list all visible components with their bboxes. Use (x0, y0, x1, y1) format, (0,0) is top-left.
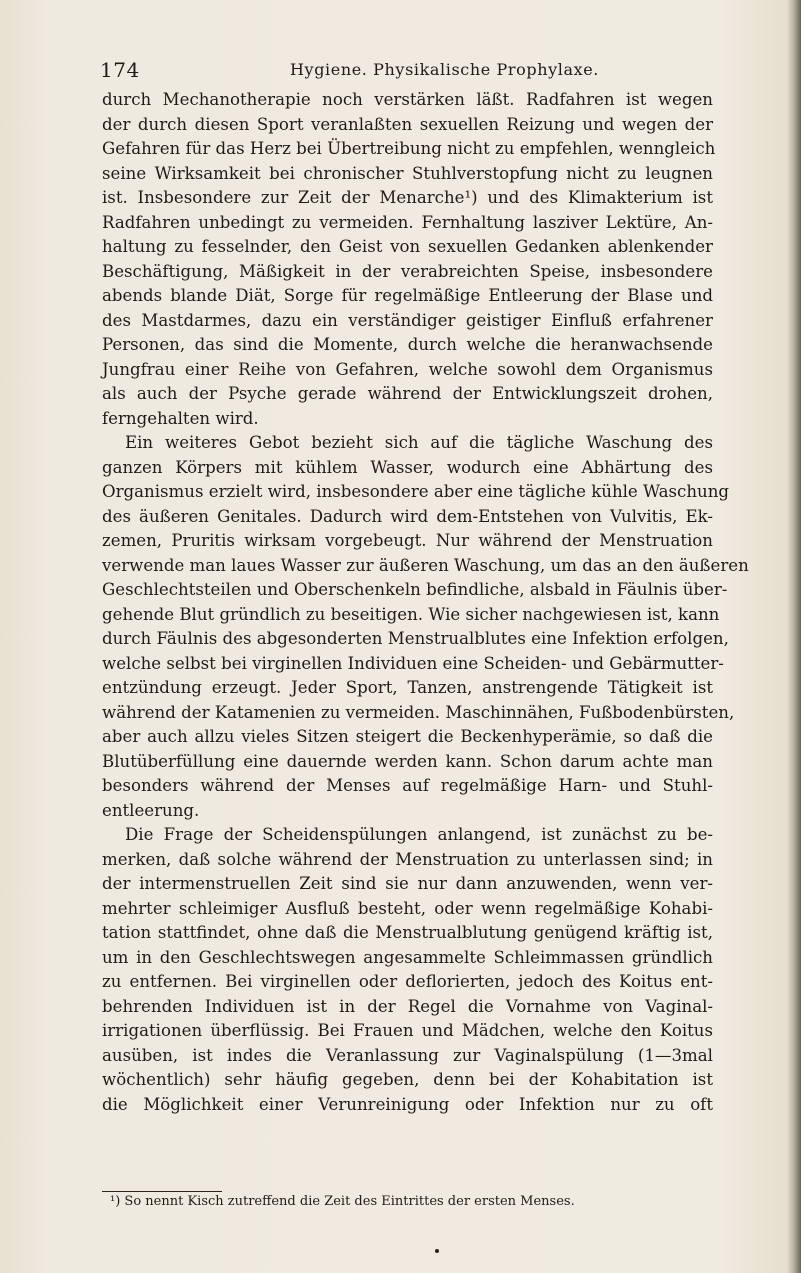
text-line: merken, daß solche während der Menstruation zu unterlassen sind; in (102, 849, 713, 869)
text-line: Ein weiteres Gebot bezieht sich auf die tägliche Waschung des (125, 433, 713, 452)
text-line: Organismus erzielt wird, insbesondere aber eine tägliche kühle Waschung (102, 482, 730, 501)
text-line: der intermenstruellen Zeit sind sie nur dann anzuwenden, wenn ver- (102, 874, 713, 893)
text-line: Jungfrau einer Reihe von Gefahren, welche sowohl dem Organismus (102, 359, 713, 379)
text-line: um in den Geschlechtswegen angesammelte Schleimmassen gründlich (102, 947, 713, 967)
text-line: tation stattfindet, ohne daß die Menstrualblutung genügend kräftig ist, (102, 923, 713, 942)
page-header (100, 58, 710, 82)
text-line: des Mastdarmes, dazu ein verständiger geistiger Einfluß erfahrener (102, 310, 713, 330)
text-line: Die Frage der Scheidenspülungen anlangend, ist zunächst zu be- (125, 825, 713, 844)
text-line: ist. Insbesondere zur Zeit der Menarche¹) und des Klimakterium ist (102, 188, 713, 207)
text-line: ferngehalten wird. (102, 408, 259, 428)
text-line: entleerung. (102, 800, 200, 820)
text-line: Beschäftigung, Mäßigkeit in der verabreichten Speise, insbesondere (102, 261, 713, 281)
text-line: zemen, Pruritis wirksam vorgebeugt. Nur während der Menstruation (102, 531, 713, 550)
text-line: wöchentlich) sehr häufig gegeben, denn bei der Kohabitation ist (102, 1070, 713, 1089)
text-line: gehende Blut gründlich zu beseitigen. Wie sicher nachgewiesen ist, kann (102, 604, 720, 624)
text-line: während der Katamenien zu vermeiden. Maschinnähen, Fußbodenbürsten, (102, 702, 735, 722)
text-line: die Möglichkeit einer Verunreinigung oder Infektion nur zu oft (102, 1094, 713, 1114)
text-line: ausüben, ist indes die Veranlassung zur Vaginalspülung (1—3mal (102, 1045, 713, 1065)
text-line: besonders während der Menses auf regelmäßige Harn- und Stuhl- (102, 776, 713, 795)
text-line: zu entfernen. Bei virginellen oder deflorierten, jedoch des Koitus ent- (102, 972, 713, 991)
text-line: abends blande Diät, Sorge für regelmäßige Entleerung der Blase und (102, 286, 713, 305)
text-line: des äußeren Genitales. Dadurch wird dem-Entstehen von Vulvitis, Ek- (102, 506, 713, 526)
text-line: entzündung erzeugt. Jeder Sport, Tanzen, anstrengende Tätigkeit ist (102, 678, 713, 697)
footnote: ¹) So nennt Kisch zutreffend die Zeit des Eintrittes der ersten Menses. (110, 1194, 575, 1209)
running-head: Hygiene. Physikalische Prophylaxe. (290, 60, 599, 79)
page-number: 174 (100, 58, 140, 82)
text-line: irrigationen überflüssig. Bei Frauen und Mädchen, welche den Koitus (102, 1021, 713, 1040)
text-line: Personen, das sind die Momente, durch welche die heranwachsende (102, 335, 713, 354)
page-edge-shadow (787, 0, 801, 1273)
text-line: ganzen Körpers mit kühlem Wasser, wodurch eine Abhärtung des (102, 457, 713, 477)
body-text (102, 88, 749, 1117)
text-line: Gefahren für das Herz bei Übertreibung nicht zu empfehlen, wenngleich (102, 139, 716, 158)
text-line: durch Mechanotherapie noch verstärken läßt. Radfahren ist wegen (102, 90, 713, 109)
text-line: Geschlechtsteilen und Oberschenkeln befindliche, alsbald in Fäulnis über- (102, 580, 728, 599)
text-line: welche selbst bei virginellen Individuen eine Scheiden- und Gebärmutter- (102, 653, 724, 673)
text-line: der durch diesen Sport veranlaßten sexuellen Reizung und wegen der (102, 114, 713, 134)
text-line: aber auch allzu vieles Sitzen steigert die Beckenhyperämie, so daß die (102, 727, 713, 746)
page-speck (435, 1249, 439, 1253)
footnote-divider (102, 1191, 222, 1192)
text-line: Radfahren unbedingt zu vermeiden. Fernhaltung lasziver Lektüre, An- (102, 212, 713, 232)
text-line: mehrter schleimiger Ausfluß besteht, oder wenn regelmäßige Kohabi- (102, 898, 713, 918)
text-line: seine Wirksamkeit bei chronischer Stuhlverstopfung nicht zu leugnen (102, 163, 713, 183)
text-line: Blutüberfüllung eine dauernde werden kann. Schon darum achte man (102, 751, 713, 771)
text-line: durch Fäulnis des abgesonderten Menstrualblutes eine Infektion erfolgen, (102, 629, 729, 648)
text-line: haltung zu fesselnder, den Geist von sexuellen Gedanken ablenkender (102, 237, 713, 256)
text-line: verwende man laues Wasser zur äußeren Waschung, um das an den äußeren (102, 555, 749, 575)
text-line: behrenden Individuen ist in der Regel die Vornahme von Vaginal- (102, 996, 713, 1016)
text-line: als auch der Psyche gerade während der Entwicklungszeit drohen, (102, 384, 713, 403)
